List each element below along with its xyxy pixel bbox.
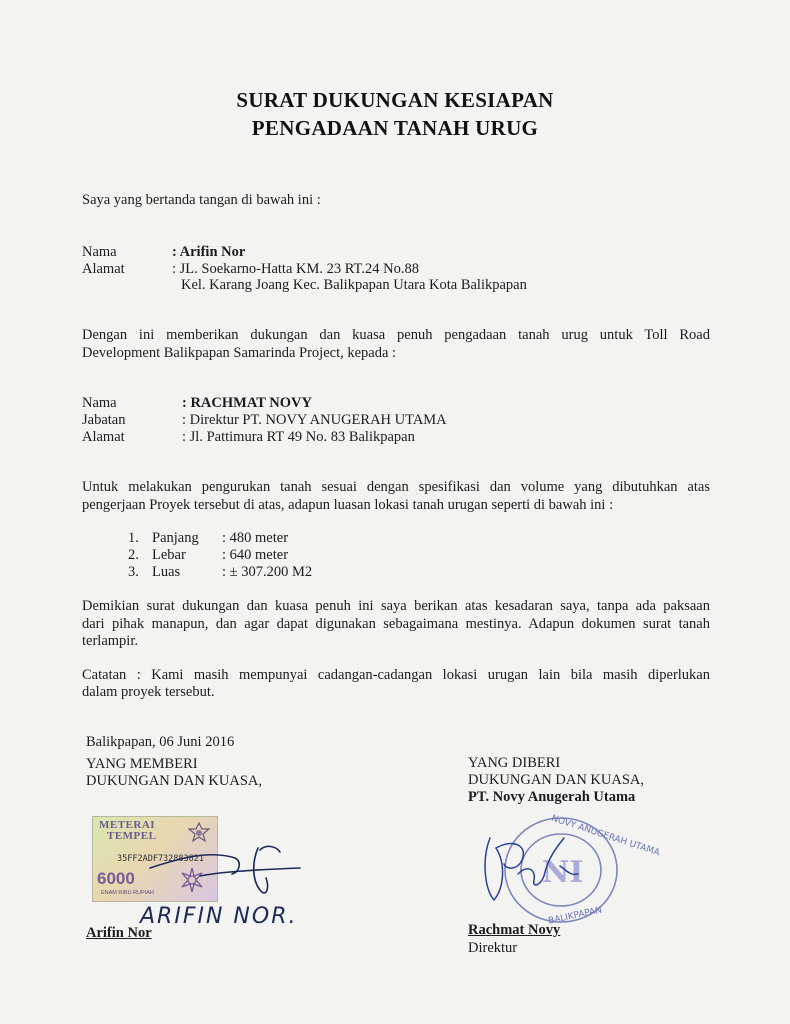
left-signature-icon xyxy=(140,828,310,904)
revenue-stamp-title1: METERAI xyxy=(99,819,156,831)
paragraph-3-line2: dari pihak manapun, dan agar dapat digunakan sebagaimana mestinya. Adapun dokumen surat tanah xyxy=(82,616,710,632)
signer-address-line1: : JL. Soekarno-Hatta KM. 23 RT.24 No.88 xyxy=(172,261,419,277)
svg-text:NOVY ANUGERAH UTAMA: NOVY ANUGERAH UTAMA xyxy=(549,813,661,859)
signer-name-label: Nama xyxy=(82,244,117,260)
paragraph-2-line1: Untuk melakukan pengurukan tanah sesuai dengan spesifikasi dan volume yang dibutuhkan atas xyxy=(82,479,710,495)
spec-label: Lebar xyxy=(152,547,186,563)
recipient-position-label: Jabatan xyxy=(82,412,126,428)
paragraph-1-line1: Dengan ini memberikan dukungan dan kuasa penuh pengadaan tanah urug untuk Toll Road xyxy=(82,327,710,343)
paragraph-3-line3: terlampir. xyxy=(82,633,138,649)
spec-number: 3. xyxy=(128,564,139,580)
recipient-address-label: Alamat xyxy=(82,429,125,445)
spec-number: 1. xyxy=(128,530,139,546)
left-sign-heading-line2: DUKUNGAN DAN KUASA, xyxy=(86,773,263,789)
handwritten-name-icon xyxy=(136,896,316,932)
recipient-address-value: : Jl. Pattimura RT 49 No. 83 Balikpapan xyxy=(182,429,415,445)
recipient-name-value: : RACHMAT NOVY xyxy=(182,395,312,411)
spec-value: : 480 meter xyxy=(222,530,289,546)
recipient-position-value: : Direktur PT. NOVY ANUGERAH UTAMA xyxy=(182,412,447,428)
revenue-stamp-code: 35FF2ADF732883821 xyxy=(117,854,204,864)
svg-text:NI: NI xyxy=(542,855,584,890)
right-sign-company: PT. Novy Anugerah Utama xyxy=(468,789,636,805)
signer-address-label: Alamat xyxy=(82,261,125,277)
intro-text: Saya yang bertanda tangan di bawah ini : xyxy=(82,192,321,208)
signer-name-value: : Arifin Nor xyxy=(172,244,246,260)
document-title-line1: SURAT DUKUNGAN KESIAPAN xyxy=(236,88,554,112)
right-sign-heading-line1: YANG DIBERI xyxy=(468,755,561,771)
spec-number: 2. xyxy=(128,547,139,563)
svg-text:ARIFIN NOR.: ARIFIN NOR. xyxy=(140,904,298,929)
place-date: Balikpapan, 06 Juni 2016 xyxy=(86,734,235,750)
revenue-stamp-title2: TEMPEL xyxy=(107,830,157,842)
paragraph-1-line2: Development Balikpapan Samarinda Project, kepada : xyxy=(82,345,397,361)
right-sign-heading-line2: DUKUNGAN DAN KUASA, xyxy=(468,772,645,788)
right-sign-role: Direktur xyxy=(468,940,518,956)
paragraph-2-line2: pengerjaan Proyek tersebut di atas, adapun luasan lokasi tanah urugan seperti di bawah ini : xyxy=(82,497,614,513)
revenue-stamp-value: 6000 xyxy=(97,869,135,888)
right-sign-name: Rachmat Novy xyxy=(468,922,561,938)
right-signature-icon xyxy=(474,818,594,914)
spec-label: Panjang xyxy=(152,530,199,546)
spec-value: : ± 307.200 M2 xyxy=(222,564,313,580)
left-sign-heading-line1: YANG MEMBERI xyxy=(86,756,198,772)
note-line2: dalam proyek tersebut. xyxy=(82,684,215,700)
revenue-stamp-subtext: ENAM RIBU RUPIAH xyxy=(101,890,154,896)
left-sign-name: Arifin Nor xyxy=(86,925,152,941)
spec-value: : 640 meter xyxy=(222,547,289,563)
svg-text:BALIKPAPAN: BALIKPAPAN xyxy=(547,905,603,927)
document-title-line2: PENGADAAN TANAH URUG xyxy=(251,116,539,140)
note-line1: Catatan : Kami masih mempunyai cadangan-cadangan lokasi urugan lain bila masih diperlukan xyxy=(82,667,710,683)
recipient-name-label: Nama xyxy=(82,395,117,411)
signer-address-line2: Kel. Karang Joang Kec. Balikpapan Utara Kota Balikpapan xyxy=(181,277,527,293)
spec-label: Luas xyxy=(152,564,181,580)
paragraph-3-line1: Demikian surat dukungan dan kuasa penuh ini saya berikan atas kesadaran saya, tanpa ada paksaan xyxy=(82,598,710,614)
